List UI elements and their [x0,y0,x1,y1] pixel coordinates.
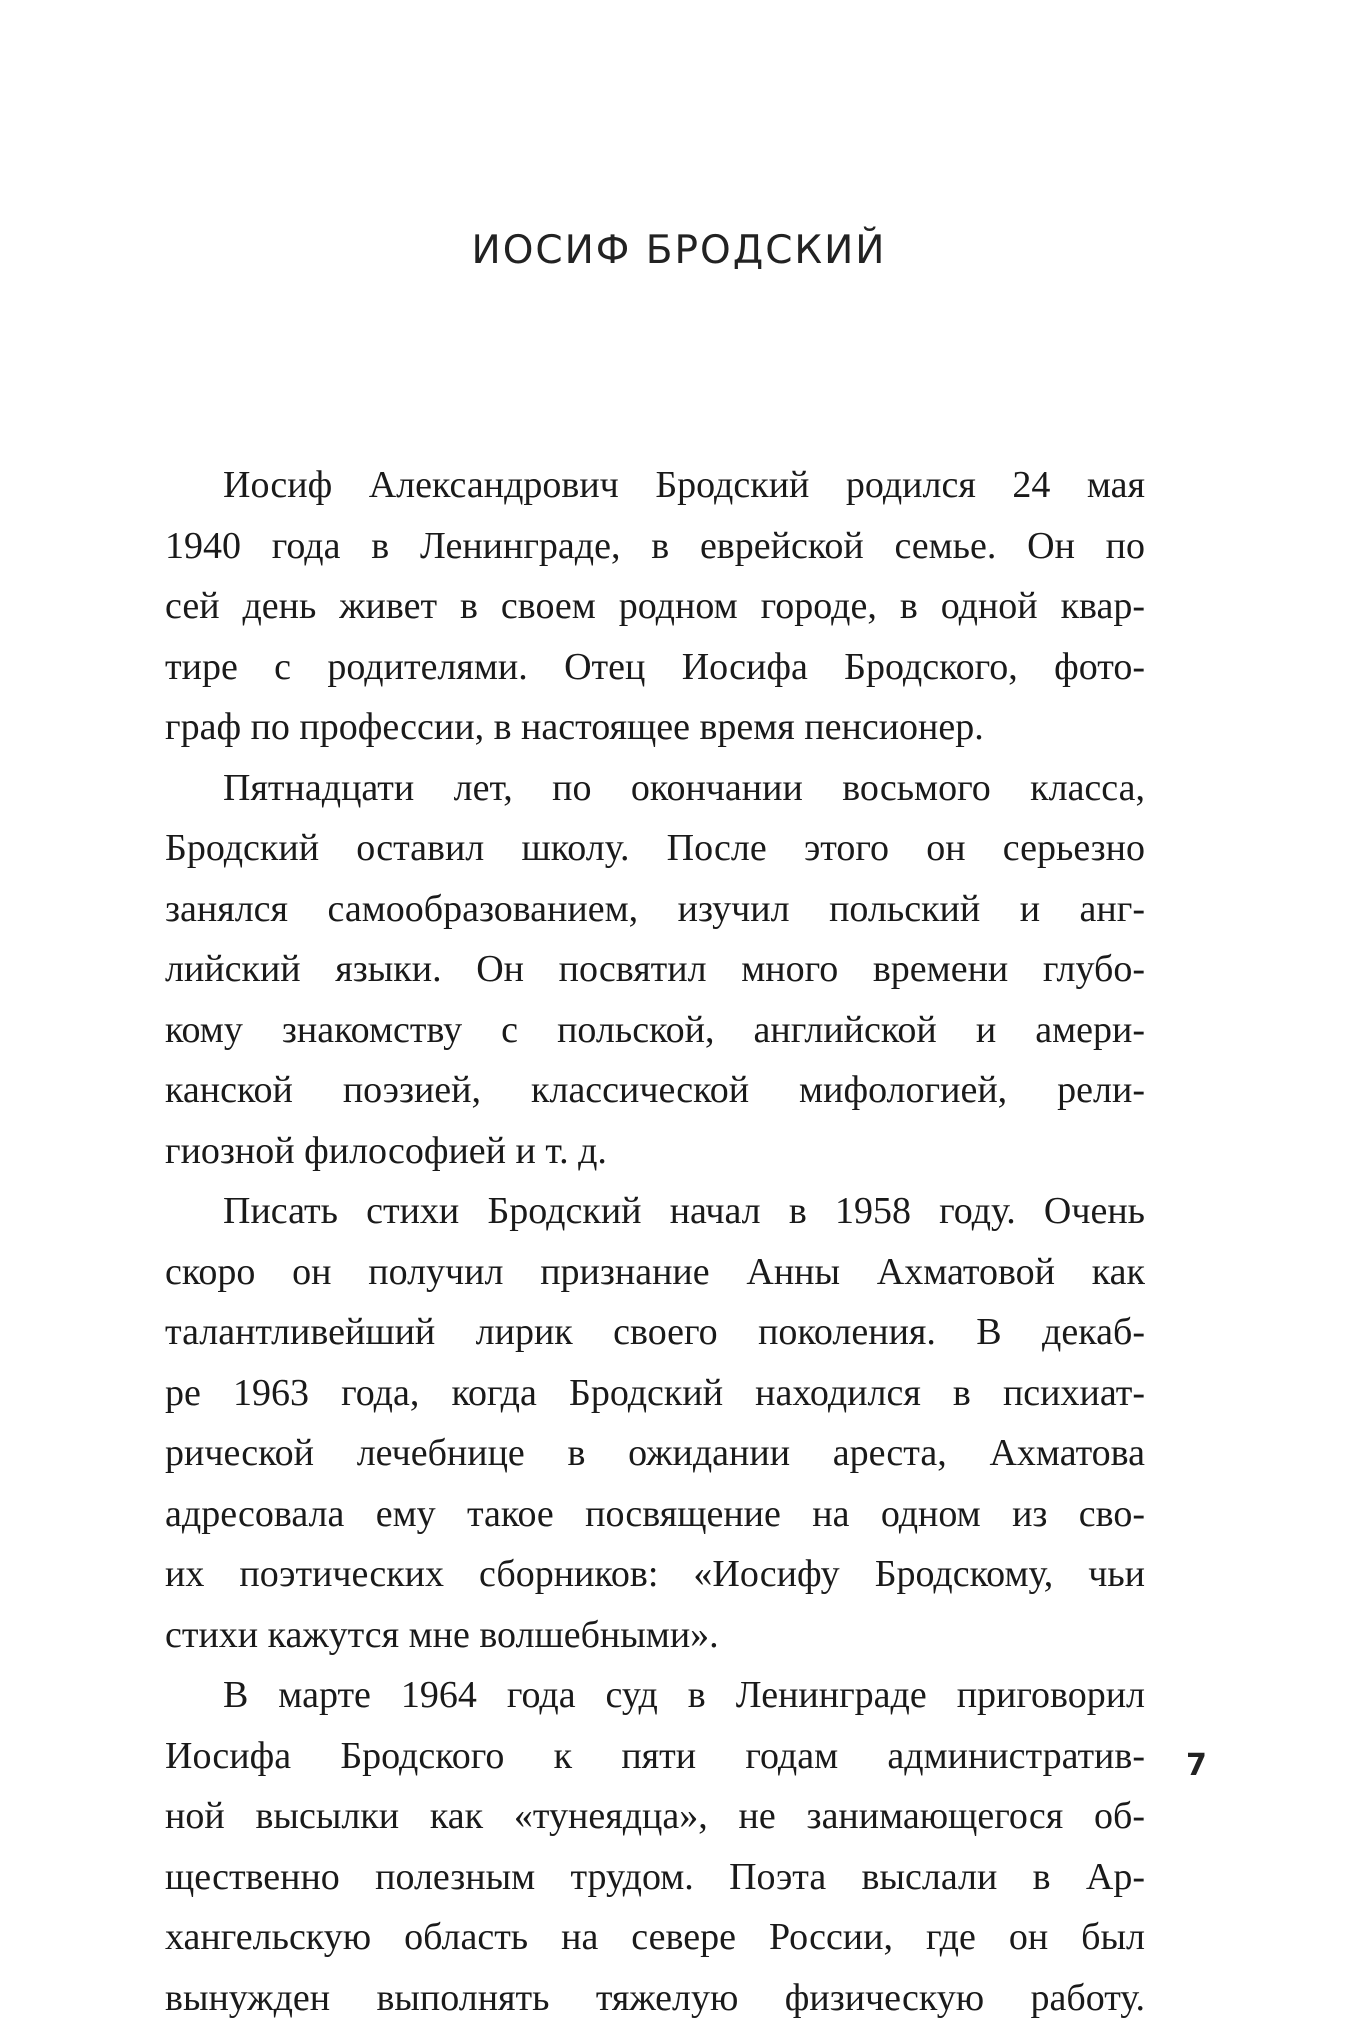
text-line: хангельскую область на севере России, где он был [165,1907,1145,1968]
chapter-title: ИОСИФ БРОДСКИЙ [0,228,1358,273]
text-line: граф по профессии, в настоящее время пенсионер. [165,697,1145,758]
text-line: В марте 1964 года суд в Ленинграде приговорил [165,1665,1145,1726]
text-line: талантливейший лирик своего поколения. В декаб- [165,1302,1145,1363]
text-line: Пятнадцати лет, по окончании восьмого класса, [165,758,1145,819]
text-line: Иосиф Александрович Бродский родился 24 мая [165,455,1145,516]
text-line: их поэтических сборников: «Иосифу Бродскому, чьи [165,1544,1145,1605]
text-line: вынужден выполнять тяжелую физическую работу. [165,1968,1145,2028]
text-line: щественно полезным трудом. Поэта выслали в Ар- [165,1847,1145,1908]
text-line: Иосифа Бродского к пяти годам административ- [165,1726,1145,1787]
text-line: канской поэзией, классической мифологией, рели- [165,1060,1145,1121]
text-line: ре 1963 года, когда Бродский находился в психиат- [165,1363,1145,1424]
text-line: Писать стихи Бродский начал в 1958 году. Очень [165,1181,1145,1242]
text-line: сей день живет в своем родном городе, в одной квар- [165,576,1145,637]
text-line: стихи кажутся мне волшебными». [165,1605,1145,1666]
text-line: адресовала ему такое посвящение на одном из сво- [165,1484,1145,1545]
text-line: 1940 года в Ленинграде, в еврейской семье. Он по [165,516,1145,577]
text-line: ной высылки как «тунеядца», не занимающегося об- [165,1786,1145,1847]
text-line: тире с родителями. Отец Иосифа Бродского, фото- [165,637,1145,698]
text-line: рической лечебнице в ожидании ареста, Ахматова [165,1423,1145,1484]
text-line: занялся самообразованием, изучил польский и анг- [165,879,1145,940]
text-line: скоро он получил признание Анны Ахматовой как [165,1242,1145,1303]
text-line: гиозной философией и т. д. [165,1121,1145,1182]
body-text [165,455,1145,2028]
text-line: кому знакомству с польской, английской и амери- [165,1000,1145,1061]
page-number: 7 [1186,1748,1207,1783]
text-line: Бродский оставил школу. После этого он серьезно [165,818,1145,879]
text-line: лийский языки. Он посвятил много времени глубо- [165,939,1145,1000]
